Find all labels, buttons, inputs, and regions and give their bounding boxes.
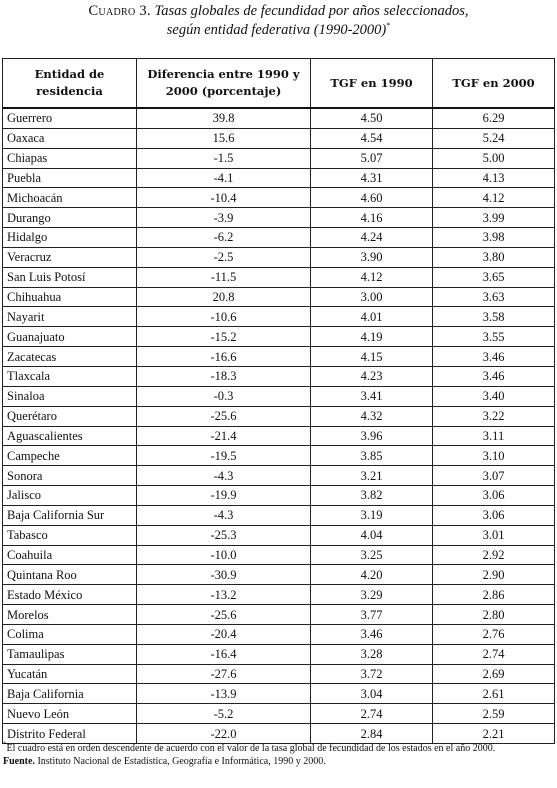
- cell-tgf-2000: 2.90: [433, 565, 555, 585]
- table-row: [3, 148, 555, 168]
- table-row: [3, 168, 555, 188]
- cell-difference: -5.2: [137, 704, 311, 724]
- cell-difference: -16.4: [137, 644, 311, 664]
- cell-difference: -13.9: [137, 684, 311, 704]
- cell-tgf-1990: 4.23: [311, 366, 433, 386]
- cell-state: Distrito Federal: [3, 724, 137, 744]
- table-row: [3, 585, 555, 605]
- cell-tgf-1990: 3.85: [311, 446, 433, 466]
- cell-tgf-1990: 4.50: [311, 108, 433, 128]
- cell-tgf-2000: 3.55: [433, 327, 555, 347]
- cell-tgf-2000: 4.13: [433, 168, 555, 188]
- table-row: [3, 327, 555, 347]
- cell-tgf-1990: 4.24: [311, 228, 433, 248]
- cell-state: Chiapas: [3, 148, 137, 168]
- cell-tgf-1990: 5.07: [311, 148, 433, 168]
- cell-difference: -16.6: [137, 347, 311, 367]
- cell-difference: -30.9: [137, 565, 311, 585]
- cell-tgf-2000: 3.10: [433, 446, 555, 466]
- cell-difference: -19.5: [137, 446, 311, 466]
- cell-state: Chihuahua: [3, 287, 137, 307]
- cell-tgf-2000: 3.65: [433, 267, 555, 287]
- cell-difference: -22.0: [137, 724, 311, 744]
- header-tgf-2000: TGF en 2000: [433, 59, 555, 109]
- cell-tgf-1990: 4.01: [311, 307, 433, 327]
- source-note: [3, 755, 553, 768]
- cell-difference: -6.2: [137, 228, 311, 248]
- cell-tgf-1990: 3.96: [311, 426, 433, 446]
- table-row: [3, 684, 555, 704]
- cell-tgf-1990: 3.77: [311, 605, 433, 625]
- cell-tgf-1990: 4.19: [311, 327, 433, 347]
- cell-tgf-2000: 2.61: [433, 684, 555, 704]
- table-row: [3, 644, 555, 664]
- table-row: [3, 228, 555, 248]
- table-row: [3, 664, 555, 684]
- cell-tgf-2000: 2.92: [433, 545, 555, 565]
- cell-difference: -19.9: [137, 486, 311, 506]
- cell-difference: -3.9: [137, 208, 311, 228]
- cell-difference: 15.6: [137, 128, 311, 148]
- source-label: Fuente.: [3, 756, 35, 767]
- cell-tgf-2000: 2.59: [433, 704, 555, 724]
- cell-state: Durango: [3, 208, 137, 228]
- cell-state: Sinaloa: [3, 386, 137, 406]
- cell-tgf-1990: 4.32: [311, 406, 433, 426]
- table-row: [3, 188, 555, 208]
- cell-state: Tabasco: [3, 525, 137, 545]
- header-state: Entidad de residencia: [3, 59, 137, 109]
- cell-tgf-1990: 4.12: [311, 267, 433, 287]
- table-row: [3, 426, 555, 446]
- table-row: [3, 624, 555, 644]
- cell-tgf-1990: 3.90: [311, 247, 433, 267]
- table-row: [3, 208, 555, 228]
- cell-tgf-2000: 3.63: [433, 287, 555, 307]
- cell-difference: -10.0: [137, 545, 311, 565]
- caption-title-line-2: según entidad federativa (1990-2000): [166, 22, 387, 38]
- cell-tgf-1990: 3.41: [311, 386, 433, 406]
- footnote: [3, 742, 553, 755]
- cell-tgf-2000: 2.21: [433, 724, 555, 744]
- table-row: [3, 505, 555, 525]
- cell-state: Guanajuato: [3, 327, 137, 347]
- cell-difference: -25.3: [137, 525, 311, 545]
- header-difference: Diferencia entre 1990 y 2000 (porcentaje): [137, 59, 311, 109]
- cell-tgf-1990: 4.20: [311, 565, 433, 585]
- cell-tgf-2000: 3.46: [433, 347, 555, 367]
- cell-tgf-2000: 3.99: [433, 208, 555, 228]
- cell-tgf-1990: 3.72: [311, 664, 433, 684]
- caption-line-1: [0, 2, 557, 21]
- table-row: [3, 287, 555, 307]
- table-row: [3, 486, 555, 506]
- cell-state: Nayarit: [3, 307, 137, 327]
- table-row: [3, 307, 555, 327]
- table-row: [3, 406, 555, 426]
- cell-tgf-1990: 2.84: [311, 724, 433, 744]
- cell-tgf-1990: 4.60: [311, 188, 433, 208]
- cell-state: Hidalgo: [3, 228, 137, 248]
- caption-title-line-1: Tasas globales de fecundidad por años seleccionados,: [154, 3, 469, 19]
- cell-tgf-1990: 4.54: [311, 128, 433, 148]
- source-text: Instituto Nacional de Estadística, Geografía e Informática, 1990 y 2000.: [37, 756, 326, 767]
- table-row: [3, 446, 555, 466]
- cell-difference: 39.8: [137, 108, 311, 128]
- footnote-text: El cuadro está en orden descendente de acuerdo con el valor de la tasa global de fecundidad de los estados en el año 2000.: [6, 743, 496, 754]
- cell-tgf-1990: 3.82: [311, 486, 433, 506]
- cell-tgf-2000: 4.12: [433, 188, 555, 208]
- cell-difference: -27.6: [137, 664, 311, 684]
- cell-state: Guerrero: [3, 108, 137, 128]
- table-row: [3, 466, 555, 486]
- cell-tgf-1990: 4.15: [311, 347, 433, 367]
- cell-tgf-1990: 3.19: [311, 505, 433, 525]
- fertility-table: [2, 58, 555, 744]
- cell-tgf-1990: 3.04: [311, 684, 433, 704]
- table-row: [3, 525, 555, 545]
- cell-state: Sonora: [3, 466, 137, 486]
- cell-difference: -11.5: [137, 267, 311, 287]
- cell-tgf-1990: 4.16: [311, 208, 433, 228]
- cell-state: Michoacán: [3, 188, 137, 208]
- cell-tgf-2000: 2.76: [433, 624, 555, 644]
- cell-difference: -10.4: [137, 188, 311, 208]
- cell-difference: -25.6: [137, 605, 311, 625]
- cell-tgf-2000: 3.06: [433, 486, 555, 506]
- cell-difference: -4.3: [137, 505, 311, 525]
- cell-tgf-2000: 2.74: [433, 644, 555, 664]
- cell-difference: -13.2: [137, 585, 311, 605]
- header-tgf-1990: TGF en 1990: [311, 59, 433, 109]
- cell-state: San Luis Potosí: [3, 267, 137, 287]
- cell-state: Aguascalientes: [3, 426, 137, 446]
- cell-tgf-1990: 3.29: [311, 585, 433, 605]
- cell-difference: -15.2: [137, 327, 311, 347]
- cell-tgf-1990: 2.74: [311, 704, 433, 724]
- cell-state: Coahuila: [3, 545, 137, 565]
- cell-tgf-2000: 2.69: [433, 664, 555, 684]
- cell-state: Yucatán: [3, 664, 137, 684]
- cell-tgf-1990: 3.25: [311, 545, 433, 565]
- cell-state: Tamaulipas: [3, 644, 137, 664]
- caption-footnote-marker: *: [386, 21, 391, 31]
- cell-difference: 20.8: [137, 287, 311, 307]
- table-notes: [3, 742, 553, 768]
- table-body: [3, 108, 555, 744]
- cell-state: Estado México: [3, 585, 137, 605]
- cell-state: Puebla: [3, 168, 137, 188]
- cell-difference: -4.1: [137, 168, 311, 188]
- cell-difference: -1.5: [137, 148, 311, 168]
- table-row: [3, 545, 555, 565]
- caption-label: Cuadro 3.: [88, 3, 151, 19]
- cell-tgf-2000: 2.80: [433, 605, 555, 625]
- table-row: [3, 347, 555, 367]
- cell-state: Querétaro: [3, 406, 137, 426]
- table-row: [3, 704, 555, 724]
- cell-difference: -10.6: [137, 307, 311, 327]
- cell-tgf-2000: 5.24: [433, 128, 555, 148]
- cell-tgf-2000: 6.29: [433, 108, 555, 128]
- cell-tgf-2000: 3.06: [433, 505, 555, 525]
- cell-state: Campeche: [3, 446, 137, 466]
- caption-line-2: [0, 21, 557, 40]
- cell-difference: -2.5: [137, 247, 311, 267]
- cell-difference: -18.3: [137, 366, 311, 386]
- table-row: [3, 267, 555, 287]
- table-row: [3, 128, 555, 148]
- cell-tgf-2000: 3.98: [433, 228, 555, 248]
- table-row: [3, 366, 555, 386]
- table-row: [3, 565, 555, 585]
- cell-difference: -4.3: [137, 466, 311, 486]
- cell-tgf-2000: 3.40: [433, 386, 555, 406]
- table-row: [3, 108, 555, 128]
- cell-state: Baja California: [3, 684, 137, 704]
- cell-state: Oaxaca: [3, 128, 137, 148]
- cell-state: Colima: [3, 624, 137, 644]
- cell-tgf-1990: 4.31: [311, 168, 433, 188]
- cell-state: Zacatecas: [3, 347, 137, 367]
- table-header-row: [3, 59, 555, 109]
- cell-tgf-2000: 3.01: [433, 525, 555, 545]
- cell-tgf-2000: 3.58: [433, 307, 555, 327]
- table-row: [3, 724, 555, 744]
- cell-tgf-1990: 3.28: [311, 644, 433, 664]
- cell-tgf-2000: 3.46: [433, 366, 555, 386]
- cell-state: Jalisco: [3, 486, 137, 506]
- footnote-marker: *: [3, 740, 7, 749]
- cell-tgf-2000: 3.07: [433, 466, 555, 486]
- cell-difference: -20.4: [137, 624, 311, 644]
- cell-state: Morelos: [3, 605, 137, 625]
- cell-difference: -25.6: [137, 406, 311, 426]
- cell-difference: -0.3: [137, 386, 311, 406]
- cell-tgf-2000: 3.22: [433, 406, 555, 426]
- cell-difference: -21.4: [137, 426, 311, 446]
- table-row: [3, 247, 555, 267]
- cell-state: Quintana Roo: [3, 565, 137, 585]
- cell-tgf-2000: 5.00: [433, 148, 555, 168]
- cell-tgf-1990: 3.00: [311, 287, 433, 307]
- cell-tgf-1990: 4.04: [311, 525, 433, 545]
- table-row: [3, 605, 555, 625]
- cell-tgf-1990: 3.21: [311, 466, 433, 486]
- table-caption: [0, 2, 557, 40]
- cell-tgf-1990: 3.46: [311, 624, 433, 644]
- cell-state: Tlaxcala: [3, 366, 137, 386]
- cell-state: Nuevo León: [3, 704, 137, 724]
- cell-tgf-2000: 2.86: [433, 585, 555, 605]
- cell-state: Baja California Sur: [3, 505, 137, 525]
- cell-tgf-2000: 3.11: [433, 426, 555, 446]
- cell-state: Veracruz: [3, 247, 137, 267]
- table-row: [3, 386, 555, 406]
- cell-tgf-2000: 3.80: [433, 247, 555, 267]
